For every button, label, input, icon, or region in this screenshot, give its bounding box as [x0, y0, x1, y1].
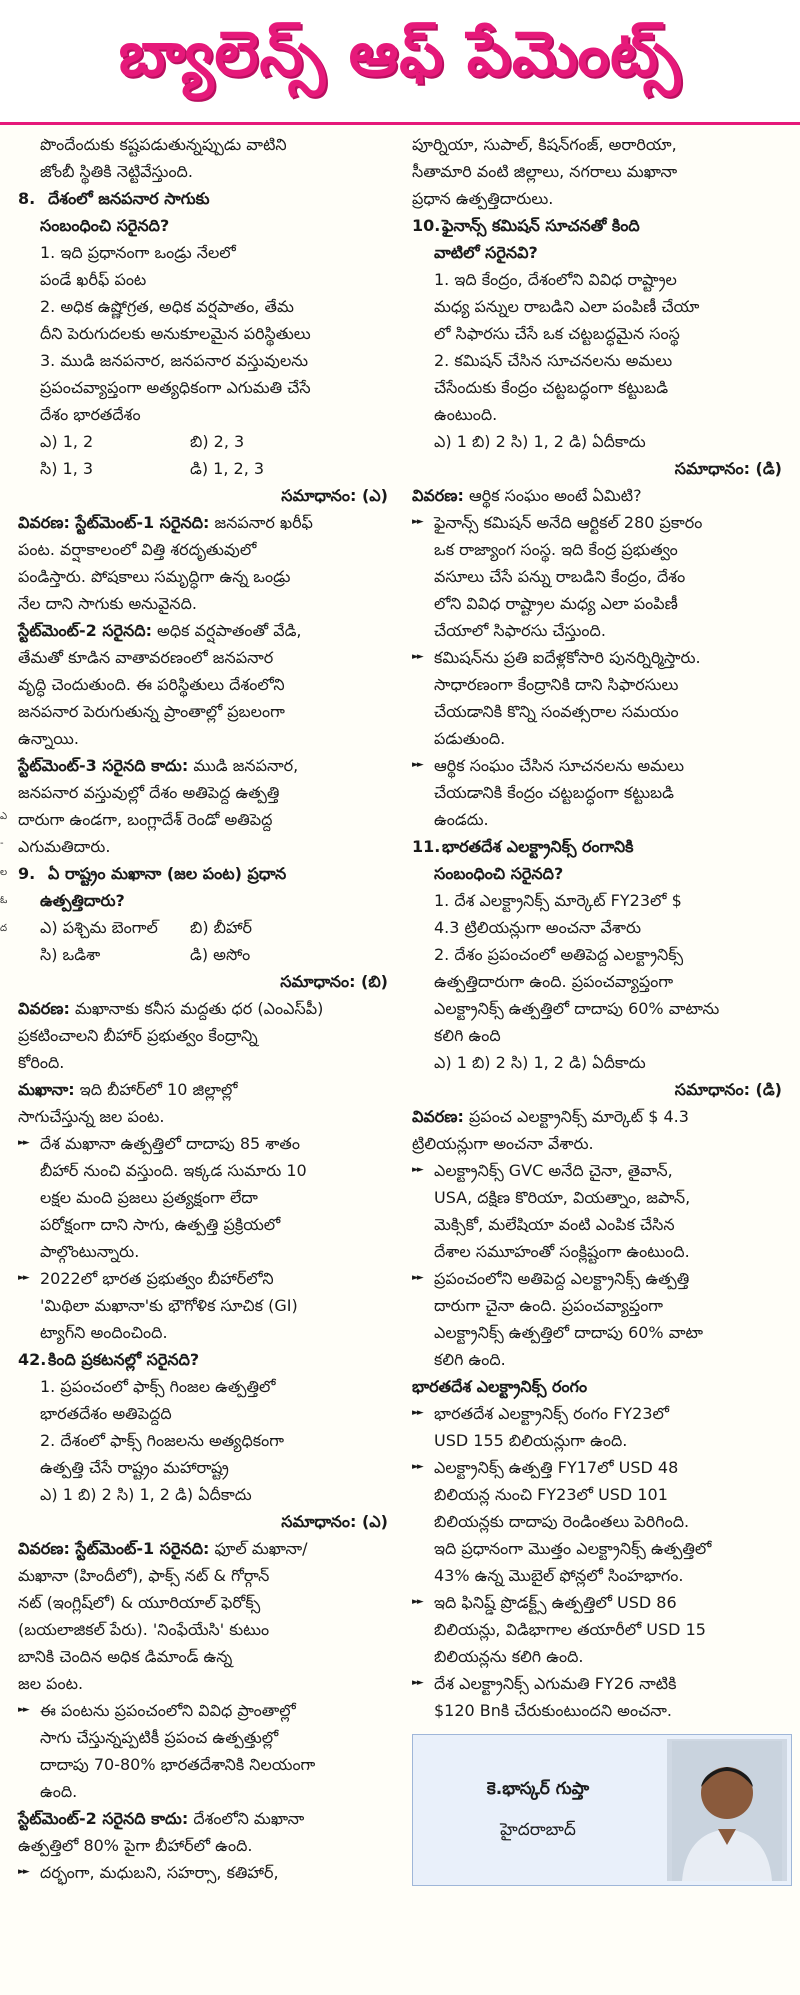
choice: బి) 2, 3 [190, 432, 245, 451]
section-heading: భారతదేశ ఎలక్ట్రానిక్స్ రంగం [412, 1377, 588, 1396]
bullet-line: బిలియన్లను కలిగి ఉంది. [434, 1647, 584, 1666]
question-option: లో సిఫారసు చేసే ఒక చట్టబద్ధమైన సంస్థ [434, 324, 680, 343]
bullet-line: ఎలక్ట్రానిక్స్ ఉత్పత్తిలో దాదాపు 60% వాటా [434, 1323, 703, 1342]
explanation-line: (బయలాజికల్ పేరు). 'నింఫేయేసి' కుటుం [18, 1620, 270, 1639]
choice: డి) 1, 2, 3 [190, 459, 265, 478]
bullet-line: పడుతుంది. [434, 729, 506, 748]
choice-row [18, 914, 398, 941]
question-text: వాటిలో సరైనవి? [434, 243, 538, 262]
explanation-line: స్టేట్‌మెంట్-2 సరైనది: అధిక వర్షపాతంతో వేడి, [18, 621, 302, 640]
question-option: ఎ) 1 బి) 2 సి) 1, 2 డి) ఏదీకాదు [434, 432, 646, 451]
explanation-line: స్టేట్‌మెంట్-2 సరైనది కాదు: దేశంలోని మఖానా [18, 1809, 305, 1828]
explanation-line: స్టేట్‌మెంట్-3 సరైనది కాదు: ముడి జనపనార, [18, 756, 299, 775]
question-text: 9. ఏ రాష్ట్రం మఖానా (జల పంట) ప్రధాన [18, 860, 398, 887]
body-text: జోంబీ స్థితికి నెట్టివేస్తుంది. [40, 162, 193, 181]
explanation-line: వివరణ: స్టేట్‌మెంట్-1 సరైనది: జనపనార ఖరీఫ్ [18, 513, 313, 532]
person-photo-icon [667, 1739, 787, 1881]
bullet-line: ►► కమిషన్‌ను ప్రతి ఐదేళ్లకోసారి పునర్నిర్మిస్తారు. [412, 644, 792, 671]
bullet-line: సాగు చేస్తున్నప్పటికీ ప్రపంచ ఉత్పత్తుల్లో [40, 1728, 279, 1747]
margin-marks: ఎ - ల ఓ ద [0, 811, 8, 934]
explanation-line: పండిస్తారు. పోషకాలు సమృద్ధిగా ఉన్న ఒండ్రు [18, 567, 291, 586]
question-option: భారతదేశం అతిపెద్దది [40, 1404, 172, 1423]
page-title: బ్యాలెన్స్ ఆఫ్ పేమెంట్స్ [118, 17, 682, 90]
explanation-line: తేమతో కూడిన వాతావరణంలో జనపనార [18, 648, 274, 667]
bullet-line: పాల్గొంటున్నారు. [40, 1242, 140, 1261]
author-name: కె.భాస్కర్ గుప్తా [486, 1779, 590, 1799]
explanation-line: మఖానా (హిందీలో), ఫాక్స్ నట్ & గోర్గాన్ [18, 1566, 270, 1585]
question-option: 2. దేశం ప్రపంచంలో అతిపెద్ద ఎలక్ట్రానిక్స్ [434, 945, 684, 964]
question-option: ఎలక్ట్రానిక్స్ ఉత్పత్తిలో దాదాపు 60% వాటాను [434, 999, 720, 1018]
statement-label: స్టేట్‌మెంట్-2 సరైనది: [18, 621, 152, 640]
question-option: ఎ) 1 బి) 2 సి) 1, 2 డి) ఏదీకాదు [434, 1053, 646, 1072]
question-text: 42. కింది ప్రకటనల్లో సరైనది? [18, 1346, 398, 1373]
question-option: మధ్య పన్నుల రాబడిని ఎలా పంపిణీ చేయా [434, 297, 700, 316]
explanation-line: నేల దాని సాగుకు అనువైనది. [18, 594, 198, 613]
bullet-line: USD 155 బిలియన్లుగా ఉంది. [434, 1431, 628, 1450]
explanation-line: కోరింది. [18, 1053, 65, 1072]
bullet-line: ►► దేశ ఎలక్ట్రానిక్స్ ఎగుమతి FY26 నాటికి [412, 1670, 792, 1697]
statement-label: వివరణ: స్టేట్‌మెంట్-1 సరైనది: [18, 1539, 210, 1558]
question-option: కలిగి ఉంది [434, 1026, 501, 1045]
bullet-line: బిలియన్లకు దాదాపు రెండింతలు పెరిగింది. [434, 1512, 690, 1531]
statement-label: మఖానా: [18, 1080, 75, 1099]
statement-label: వివరణ: స్టేట్‌మెంట్-1 సరైనది: [18, 513, 210, 532]
question-option: ఉత్పత్తిదారుగా ఉంది. ప్రపంచవ్యాప్తంగా [434, 972, 674, 991]
bullet-line: వసూలు చేసే పన్ను రాబడిని కేంద్రం, దేశం [434, 567, 686, 586]
explanation-line: జల పంట. [18, 1674, 84, 1693]
bullet-line: ట్యాగ్‌ని అందించింది. [40, 1323, 168, 1342]
explanation-line: దారుగా ఉండగా, బంగ్లాదేశ్ రెండో అతిపెద్ద [18, 810, 273, 829]
body-text: సీతామారి వంటి జిల్లాలు, నగరాలు మఖానా [412, 162, 678, 181]
answer-label: సమాధానం: (బి) [280, 972, 388, 991]
explanation-line: ప్రకటించాలని బీహార్ ప్రభుత్వం కేంద్రాన్ని [18, 1026, 258, 1045]
bullet-line: ►► భారతదేశ ఎలక్ట్రానిక్స్ రంగం FY23లో [412, 1400, 792, 1427]
question-option: ఉంటుంది. [434, 405, 498, 424]
bullet-line: లక్షల మంది ప్రజలు ప్రత్యక్షంగా లేదా [40, 1188, 258, 1207]
question-option: 1. ప్రపంచంలో ఫాక్స్ గింజల ఉత్పత్తిలో [40, 1377, 276, 1396]
bullet-line: ఒక రాజ్యాంగ సంస్థ. ఇది కేంద్ర ప్రభుత్వం [434, 540, 678, 559]
statement-label: స్టేట్‌మెంట్-2 సరైనది కాదు: [18, 1809, 189, 1828]
question-text: 10. ఫైనాన్స్ కమిషన్ సూచనతో కింది [412, 212, 792, 239]
question-text: ఉత్పత్తిదారు? [40, 891, 125, 910]
explanation-line: ట్రిలియన్లుగా అంచనా వేశారు. [412, 1134, 594, 1153]
question-option: 2. కమిషన్ చేసిన సూచనలను అమలు [434, 351, 673, 370]
bullet-line: చేయాలో సిఫారసు చేస్తుంది. [434, 621, 606, 640]
bullet-line: దాదాపు 70-80% భారతదేశానికి నిలయంగా [40, 1755, 316, 1774]
bullet-line: ►► 2022లో భారత ప్రభుత్వం బీహార్‌లోని [18, 1265, 398, 1292]
explanation-line: మఖానా: ఇది బీహార్‌లో 10 జిల్లాల్లో [18, 1080, 238, 1099]
choice: సి) ఒడిశా [40, 945, 101, 964]
bullet-line: ఉంది. [40, 1782, 78, 1801]
explanation-line: పంట. వర్షాకాలంలో విత్తి శరదృతువులో [18, 540, 257, 559]
bullet-line: సాధారణంగా కేంద్రానికి దాని సిఫారసులు [434, 675, 679, 694]
bullet-line: USA, దక్షిణ కొరియా, వియత్నాం, జపాన్, [434, 1188, 691, 1207]
answer-label: సమాధానం: (డి) [674, 459, 782, 478]
body-text: ప్రధాన ఉత్పత్తిదారులు. [412, 189, 554, 208]
question-text: సంబంధించి సరైనది? [434, 864, 564, 883]
question-number: 9. [18, 864, 36, 883]
explanation-line: జనపనార వస్తువుల్లో దేశం అతిపెద్ద ఉత్పత్తి [18, 783, 280, 802]
statement-label: వివరణ: [412, 486, 464, 505]
question-text: 11. భారతదేశ ఎలక్ట్రానిక్స్ రంగానికి [412, 833, 792, 860]
question-option: 3. ముడి జనపనార, జనపనార వస్తువులను [40, 351, 309, 370]
bullet-line: చేయడానికి కొన్ని సంవత్సరాల సమయం [434, 702, 679, 721]
bullet-line: కలిగి ఉంది. [434, 1350, 506, 1369]
body-text: పూర్నియా, సుపాల్, కిషన్‌గంజ్, అరారియా, [412, 135, 677, 154]
choice-row [18, 941, 398, 968]
bullet-line: ►► ఎలక్ట్రానిక్స్ ఉత్పత్తి FY17లో USD 48 [412, 1454, 792, 1481]
bullet-line: 'మిథిలా మఖానా'కు భౌగోళిక సూచిక (GI) [40, 1296, 298, 1315]
author-place: హైదరాబాద్ [500, 1820, 576, 1840]
question-option: 1. ఇది కేంద్రం, దేశంలోని వివిధ రాష్ట్రాల [434, 270, 677, 289]
question-option: పండే ఖరీఫ్ పంట [40, 270, 147, 289]
bullet-line: మెక్సికో, మలేషియా వంటి ఎంపిక చేసిన [434, 1215, 675, 1234]
bullet-line: ►► దర్భంగా, మధుబని, సహర్సా, కతిహార్, [18, 1859, 398, 1886]
author-box [412, 1734, 792, 1886]
statement-label: వివరణ: [412, 1107, 464, 1126]
bullet-line: లోని వివిధ రాష్ట్రాల మధ్య ఎలా పంపిణీ [434, 594, 678, 613]
explanation-line: బానికి చెందిన అధిక డిమాండ్ ఉన్న [18, 1647, 233, 1666]
bullet-line: 43% ఉన్న మొబైల్ ఫోన్లలో సింహభాగం. [434, 1566, 684, 1585]
choice-row [18, 455, 398, 482]
bullet-line: ►► ఇది ఫినిష్డ్ ప్రొడక్ట్స్ ఉత్పత్తిలో USD 86 [412, 1589, 792, 1616]
explanation-line: వివరణ: స్టేట్‌మెంట్-1 సరైనది: ఫూల్ మఖానా/ [18, 1539, 308, 1558]
bullet-line: ►► ఆర్థిక సంఘం చేసిన సూచనలను అమలు [412, 752, 792, 779]
question-option: ఉత్పత్తి చేసే రాష్ట్రం మహారాష్ట్ర [40, 1458, 229, 1477]
explanation-line: వివరణ: ఆర్థిక సంఘం అంటే ఏమిటి? [412, 486, 642, 505]
bullet-line: ఉండదు. [434, 810, 489, 829]
article-columns [0, 125, 800, 1886]
explanation-line: ఉత్పత్తిలో 80% పైగా బీహార్‌లో ఉంది. [18, 1836, 253, 1855]
choice: బి) బీహార్ [190, 918, 253, 937]
explanation-line: నట్ (ఇంగ్లిష్‌లో) & యూరియాల్ ఫెరోక్స్ [18, 1593, 261, 1612]
bullet-line: $120 Bnకి చేరుకుంటుందని అంచనా. [434, 1701, 672, 1720]
explanation-line: వృద్ధి చెందుతుంది. ఈ పరిస్థితులు దేశంలోని [18, 675, 285, 694]
question-number: 10. [412, 216, 441, 235]
bullet-line: బిలియన్లు, విడిభాగాల తయారీలో USD 15 [434, 1620, 706, 1639]
question-option: ప్రపంచవ్యాప్తంగా అత్యధికంగా ఎగుమతి చేసే [40, 378, 311, 397]
explanation-line: జనపనార పెరుగుతున్న ప్రాంతాల్లో ప్రబలంగా [18, 702, 285, 721]
answer-label: సమాధానం: (ఎ) [281, 1512, 388, 1531]
choice: డి) అసోం [190, 945, 251, 964]
choice-row [18, 428, 398, 455]
bullet-line: ఇది ప్రధానంగా మొత్తం ఎలక్ట్రానిక్స్ ఉత్పత్తిలో [434, 1539, 712, 1558]
question-text: 8. దేశంలో జనపనార సాగుకు [18, 185, 398, 212]
bullet-line: బీహార్ నుంచి వస్తుంది. ఇక్కడ సుమారు 10 [40, 1161, 307, 1180]
body-text: పొందేందుకు కష్టపడుతున్నప్పుడు వాటిని [40, 135, 287, 154]
choice: ఎ) పశ్చిమ బెంగాల్ [40, 918, 158, 937]
author-info [413, 1735, 663, 1885]
question-option: 2. అధిక ఉష్ణోగ్రత, అధిక వర్షపాతం, తేమ [40, 297, 294, 316]
answer-label: సమాధానం: (డి) [674, 1080, 782, 1099]
bullet-line: ►► ప్రపంచంలోని అతిపెద్ద ఎలక్ట్రానిక్స్ ఉత్పత్తి [412, 1265, 792, 1292]
question-option: చేసేందుకు కేంద్రం చట్టబద్ధంగా కట్టుబడి [434, 378, 669, 397]
question-option: దేశం భారతదేశం [40, 405, 141, 424]
question-number: 8. [18, 189, 36, 208]
explanation-line: వివరణ: ప్రపంచ ఎలక్ట్రానిక్స్ మార్కెట్ $ 4.3 [412, 1107, 689, 1126]
explanation-line: ఉన్నాయి. [18, 729, 79, 748]
bullet-line: పరోక్షంగా దాని సాగు, ఉత్పత్తి ప్రక్రియలో [40, 1215, 281, 1234]
question-option: 2. దేశంలో ఫాక్స్ గింజలను అత్యధికంగా [40, 1431, 284, 1450]
bullet-line: బిలియన్ల నుంచి FY23లో USD 101 [434, 1485, 668, 1504]
right-column [412, 131, 792, 1886]
explanation-line: ఎగుమతిదారు. [18, 837, 111, 856]
explanation-line: సాగుచేస్తున్న జల పంట. [18, 1107, 165, 1126]
bullet-line: ►► ఫైనాన్స్ కమిషన్ అనేది ఆర్టికల్ 280 ప్రకారం [412, 509, 792, 536]
choice: సి) 1, 3 [40, 459, 94, 478]
answer-label: సమాధానం: (ఎ) [281, 486, 388, 505]
question-text: సంబంధించి సరైనది? [40, 216, 170, 235]
bullet-line: చేయడానికి కేంద్రం చట్టబద్ధంగా కట్టుబడి [434, 783, 675, 802]
question-option: 1. ఇది ప్రధానంగా ఒండ్రు నేలలో [40, 243, 236, 262]
headline-banner [0, 0, 800, 125]
question-option: ఎ) 1 బి) 2 సి) 1, 2 డి) ఏదీకాదు [40, 1485, 252, 1504]
question-number: 11. [412, 837, 441, 856]
bullet-line: దేశాల సమూహంతో సంక్లిష్టంగా ఉంటుంది. [434, 1242, 690, 1261]
explanation-line: వివరణ: మఖానాకు కనీస మద్దతు ధర (ఎంఎస్‌పీ) [18, 999, 324, 1018]
statement-label: వివరణ: [18, 999, 70, 1018]
statement-label: స్టేట్‌మెంట్-3 సరైనది కాదు: [18, 756, 189, 775]
bullet-line: ►► దేశ మఖానా ఉత్పత్తిలో దాదాపు 85 శాతం [18, 1130, 398, 1157]
question-option: దీని పెరుగుదలకు అనుకూలమైన పరిస్థితులు [40, 324, 311, 343]
choice: ఎ) 1, 2 [40, 432, 94, 451]
question-number: 42. [18, 1350, 47, 1369]
left-column [18, 131, 398, 1886]
bullet-line: ►► ఈ పంటను ప్రపంచంలోని వివిధ ప్రాంతాల్లో [18, 1697, 398, 1724]
bullet-line: దారుగా చైనా ఉంది. ప్రపంచవ్యాప్తంగా [434, 1296, 664, 1315]
bullet-line: ►► ఎలక్ట్రానిక్స్ GVC అనేది చైనా, తైవాన్, [412, 1157, 792, 1184]
question-option: 4.3 ట్రిలియన్లుగా అంచనా వేశారు [434, 918, 642, 937]
question-option: 1. దేశ ఎలక్ట్రానిక్స్ మార్కెట్ FY23లో $ [434, 891, 682, 910]
